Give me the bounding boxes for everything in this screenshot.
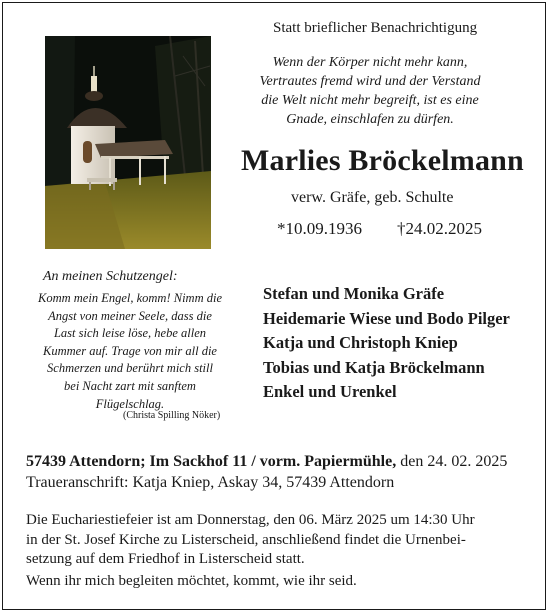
angel-poem-line: bei Nacht zart mit sanftem: [64, 378, 196, 393]
closing-line: Wenn ihr mich begleiten möchtet, kommt, wie ihr seid.: [26, 573, 357, 589]
mourner: Stefan und Monika Gräfe: [263, 284, 445, 303]
mourner: Katja und Christoph Kniep: [263, 333, 458, 352]
angel-poem-line: Last sich leise löse, hebe allen: [53, 326, 207, 341]
notice-heading: Statt brieflicher Benachrichtigung: [273, 20, 478, 36]
mourners-list: [263, 282, 510, 405]
mourner: Heidemarie Wiese und Bodo Pilger: [263, 308, 510, 328]
chapel-photo: [45, 36, 211, 249]
chapel-photo-icon: [45, 36, 211, 249]
angel-poem-line: Flügelschlag.: [95, 396, 165, 411]
mourning-address: Traueranschrift: Katja Kniep, Askay 34, 57439 Attendorn: [26, 474, 395, 491]
maiden-names: verw. Gräfe, geb. Schulte: [291, 189, 454, 206]
poem-line: Vertrautes fremd wird und der Verstand: [259, 74, 481, 89]
poem: [255, 53, 485, 129]
service-line: setzung auf dem Friedhof in Listerscheid statt.: [26, 551, 305, 567]
angel-poem-line: Angst von meiner Seele, dass die: [48, 308, 212, 323]
service-line: in der St. Josef Kirche zu Listerscheid, anschließend findet die Urnenbei-: [26, 531, 466, 548]
death-date: †24.02.2025: [397, 219, 482, 238]
deceased-name: Marlies Bröckelmann: [241, 144, 524, 177]
poem-line: Gnade, einschlafen zu dürfen.: [286, 112, 454, 127]
service-line: Die Euchariestiefeier ist am Donnerstag, den 06. März 2025 um 14:30 Uhr: [26, 512, 475, 528]
life-dates: [277, 219, 482, 239]
birth-date: *10.09.1936: [277, 219, 362, 238]
service-info: [26, 511, 475, 570]
obituary-notice: [2, 2, 546, 610]
residence-line: [26, 453, 507, 471]
angel-poem-title: An meinen Schutzengel:: [43, 269, 178, 284]
mourner: Tobias und Katja Bröckelmann: [263, 357, 485, 377]
poem-line: Wenn der Körper nicht mehr kann,: [272, 55, 468, 70]
notice-date: den 24. 02. 2025: [396, 453, 508, 470]
angel-poem: [19, 290, 241, 413]
poem-line: die Welt nicht mehr begreift, ist es eine: [261, 93, 479, 108]
residence-address: 57439 Attendorn; Im Sackhof 11 / vorm. Papiermühle,: [26, 453, 397, 470]
angel-poem-line: Kummer auf. Trage von mir all die: [43, 343, 217, 358]
angel-poem-credit: (Christa Spilling Nöker): [123, 410, 221, 421]
mourner: Enkel und Urenkel: [263, 382, 397, 401]
angel-poem-line: Komm mein Engel, komm! Nimm die: [38, 291, 222, 305]
angel-poem-line: Schmerzen und berührt mich still: [47, 361, 213, 376]
